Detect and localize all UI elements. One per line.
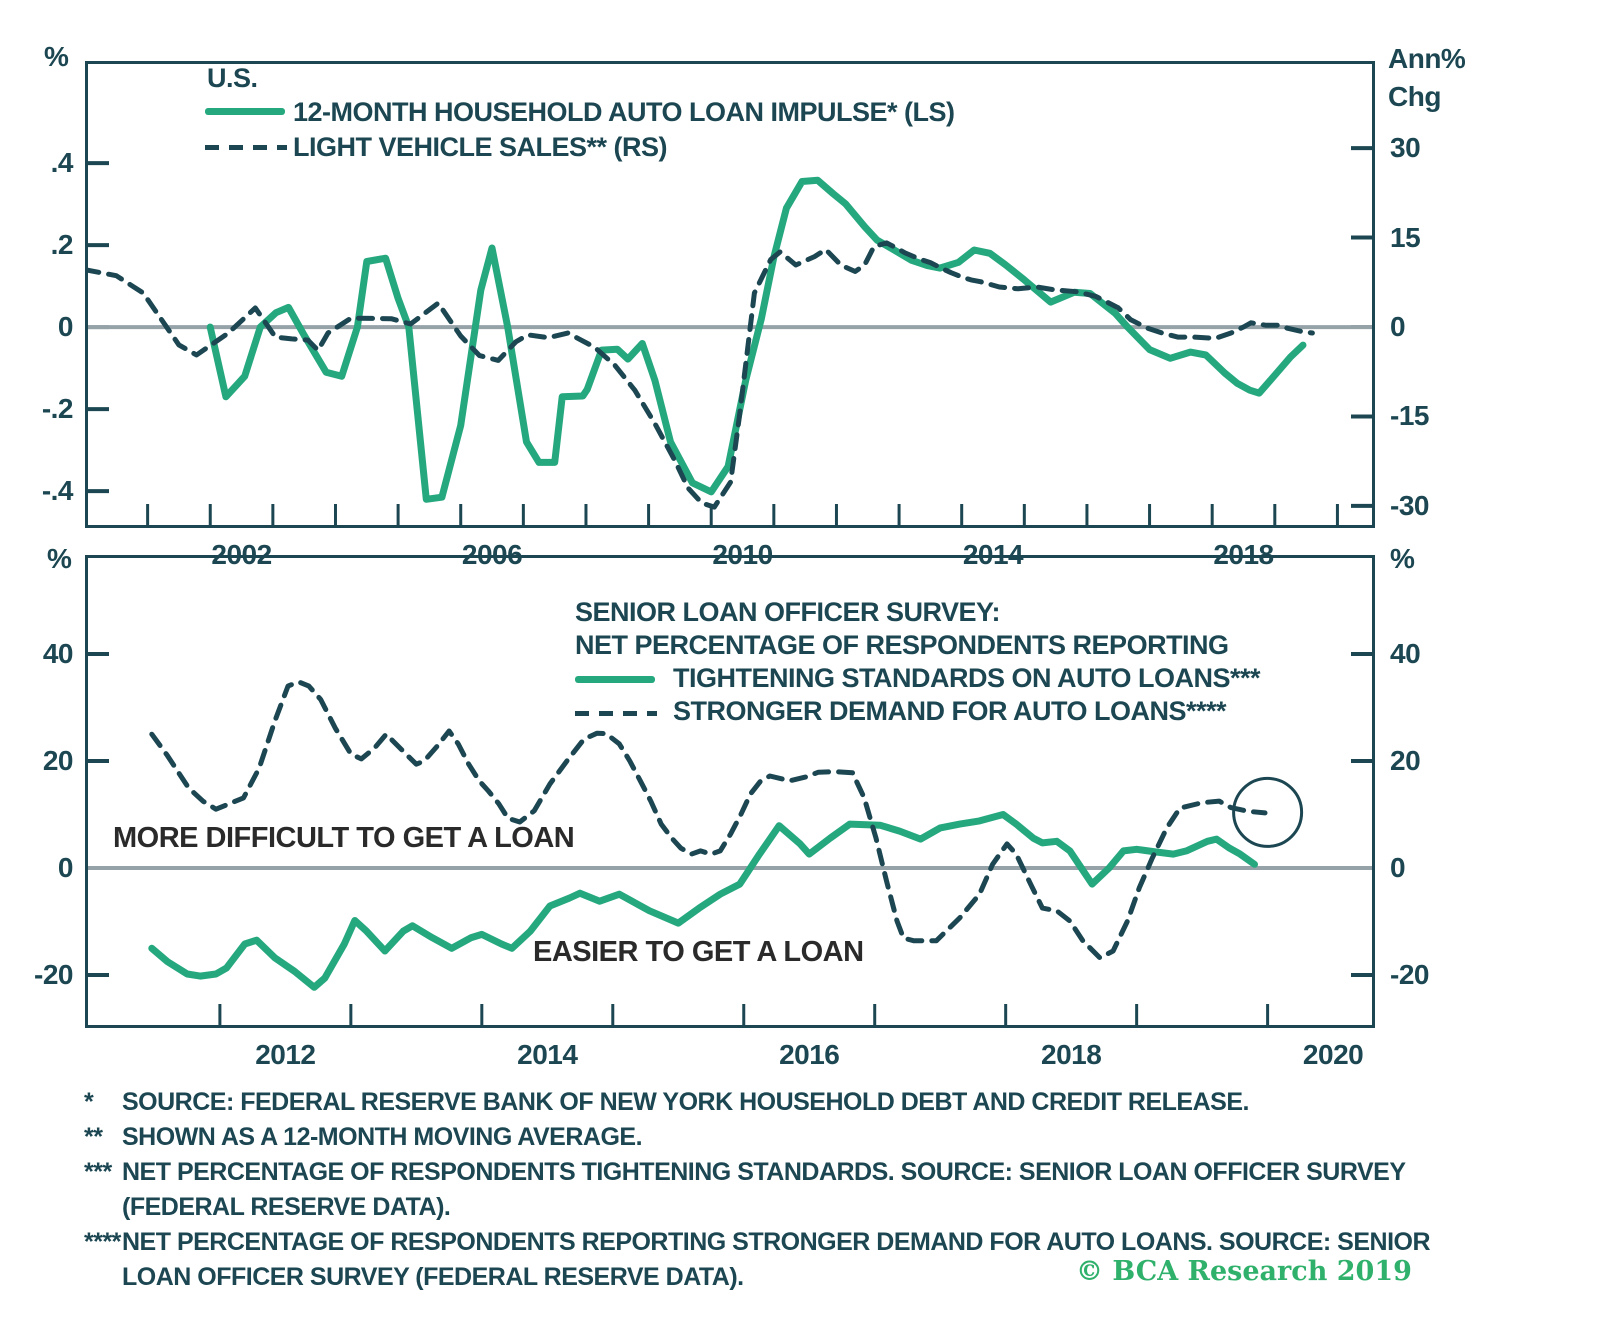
x-tick-label-2012: 2012 [255, 1039, 316, 1070]
y-left-tick-label--.4: -.4 [41, 475, 73, 507]
series-stronger-demand-for-auto-loans [152, 682, 1265, 958]
x-tick-label-2018: 2018 [1041, 1039, 1102, 1070]
y-right-tick-label-30: 30 [1390, 132, 1421, 164]
y-right-tick-label--30: -30 [1390, 489, 1429, 521]
y-right-tick-label--20: -20 [1390, 959, 1429, 991]
footnote-2-marker: ** [84, 1123, 103, 1151]
top-left-axis-unit: % [44, 41, 69, 72]
x-tick-label-2020: 2020 [1302, 1039, 1364, 1070]
bottom-right-axis-unit: % [1390, 543, 1415, 574]
y-left-tick-label--20: -20 [34, 959, 73, 991]
legend-label-stronger-demand: STRONGER DEMAND FOR AUTO LOANS**** [673, 696, 1227, 726]
footnote-1-text: SOURCE: FEDERAL RESERVE BANK OF NEW YORK HOUSEHOLD DEBT AND CREDIT RELEASE. [122, 1088, 1249, 1116]
y-left-tick-label-20: 20 [42, 745, 73, 776]
footnote-2 [84, 1120, 1492, 1155]
y-right-tick-label-15: 15 [1390, 221, 1421, 253]
top-right-axis-unit-line1: Ann% [1388, 43, 1466, 74]
top-right-axis-unit-line2: Chg [1388, 81, 1441, 112]
y-right-tick-label--15: -15 [1390, 400, 1429, 432]
x-tick-label-2010: 2010 [712, 539, 773, 570]
bottom-chart-title-line1: SENIOR LOAN OFFICER SURVEY: [575, 597, 1001, 627]
region-label: U.S. [207, 63, 258, 93]
y-left-tick-label-0: 0 [57, 852, 73, 883]
x-tick-label-2014: 2014 [517, 1039, 578, 1070]
x-tick-label-2006: 2006 [461, 539, 523, 570]
series-12-month-household-auto-loan-impulse-ls [210, 180, 1303, 499]
x-tick-label-2002: 2002 [211, 539, 272, 570]
y-right-tick-label-0: 0 [1390, 852, 1406, 883]
annotation-more-difficult: MORE DIFFICULT TO GET A LOAN [113, 822, 575, 854]
footnote-1 [84, 1085, 1492, 1120]
series-light-vehicle-sales-rs [85, 243, 1312, 507]
footnote-4-marker: **** [84, 1228, 121, 1256]
legend-label-tightening-standards: TIGHTENING STANDARDS ON AUTO LOANS*** [673, 663, 1261, 693]
copyright-bca-research: © BCA Research 2019 [1076, 1256, 1412, 1287]
footnote-3-text: NET PERCENTAGE OF RESPONDENTS TIGHTENING STANDARDS. SOURCE: SENIOR LOAN OFFICER SURVEY (FEDERAL RESERVE DATA). [122, 1158, 1406, 1221]
y-right-tick-label-20: 20 [1390, 745, 1421, 776]
y-left-tick-label-.4: .4 [50, 147, 73, 179]
legend-label-auto-loan-impulse: 12-MONTH HOUSEHOLD AUTO LOAN IMPULSE* (LS) [293, 97, 955, 127]
y-left-tick-label-40: 40 [42, 637, 73, 669]
bottom-chart-title-line2: NET PERCENTAGE OF RESPONDENTS REPORTING [575, 630, 1229, 660]
y-left-tick-label-.2: .2 [50, 229, 73, 261]
footnote-3 [84, 1155, 1492, 1225]
footnote-3-marker: *** [84, 1158, 112, 1186]
y-left-tick-label--.2: -.2 [41, 393, 73, 425]
y-right-tick-label-40: 40 [1390, 637, 1421, 669]
x-tick-label-2016: 2016 [779, 1039, 840, 1070]
footnote-1-marker: * [84, 1088, 94, 1116]
x-tick-label-2014: 2014 [962, 539, 1024, 570]
legend-label-light-vehicle-sales: LIGHT VEHICLE SALES** (RS) [293, 132, 668, 162]
footnote-4-text: NET PERCENTAGE OF RESPONDENTS REPORTING STRONGER DEMAND FOR AUTO LOANS. SOURCE: SENIOR LOAN OFFICER SURVEY (FEDERAL RESERVE DATA). [122, 1228, 1431, 1291]
y-right-tick-label-0: 0 [1390, 311, 1406, 342]
top-chart-plot [85, 61, 1375, 528]
footnote-2-text: SHOWN AS A 12-MONTH MOVING AVERAGE. [122, 1123, 643, 1151]
y-left-tick-label-0: 0 [57, 311, 73, 343]
bottom-left-axis-unit: % [47, 543, 72, 574]
annotation-easier: EASIER TO GET A LOAN [533, 936, 864, 968]
x-tick-label-2018: 2018 [1213, 539, 1274, 570]
